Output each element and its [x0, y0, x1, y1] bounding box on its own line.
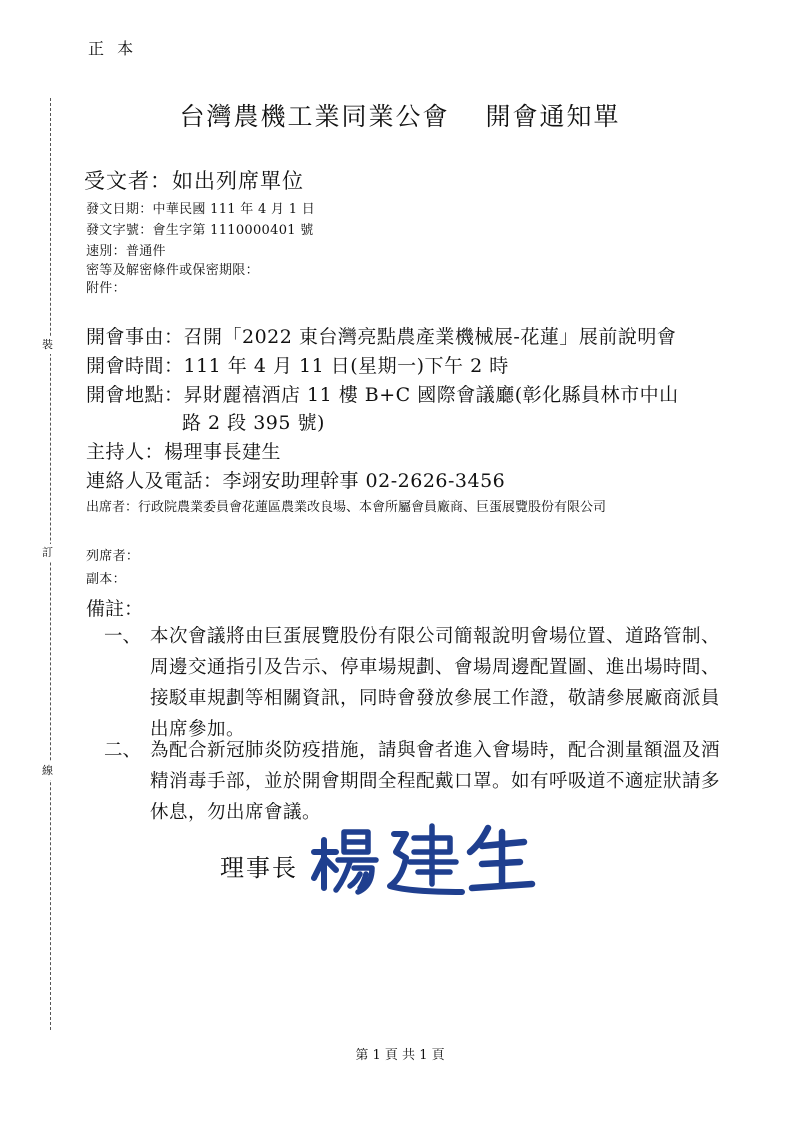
meeting-location-line1: 開會地點：昇財麗禧酒店 11 樓 B+C 國際會議廳(彰化縣員林市中山: [86, 384, 679, 406]
note-text: 本次會議將由巨蛋展覽股份有限公司簡報說明會場位置、道路管制、周邊交通指引及告示、停車場規劃、會場周邊配置圖、進出場時間、接駁車規劃等相關資訊，同時會發放參展工作證，敬請參展廠商派員出席參加。: [150, 626, 721, 740]
binding-label-zhuang: 裝: [42, 336, 53, 354]
note-number: 二、: [104, 740, 142, 761]
binding-label-ding: 訂: [42, 544, 53, 562]
contact-info: 連絡人及電話：李翊安助理幹事 02-2626-3456: [86, 470, 506, 492]
note-text: 為配合新冠肺炎防疫措施，請與會者進入會場時，配合測量額溫及酒精消毒手部，並於開會期間全程配戴口罩。如有呼吸道不適症狀請多休息，勿出席會議。: [150, 740, 721, 823]
note-item: [104, 735, 724, 828]
observers: 列席者：: [86, 549, 140, 564]
page-number: 第 1 頁 共 1 頁: [355, 1048, 445, 1063]
attachment: 附件：: [86, 281, 126, 296]
meeting-time: 開會時間：111 年 4 月 11 日(星期一)下午 2 時: [86, 355, 509, 377]
meeting-location-line2: 路 2 段 395 號): [182, 412, 325, 434]
delivery-speed: 速別：普通件: [86, 244, 166, 259]
meeting-subject: 開會事由：召開「2022 東台灣亮點農產業機械展-花蓮」展前說明會: [86, 326, 677, 348]
binding-label-xian: 線: [42, 762, 53, 780]
carbon-copy: 副本：: [86, 572, 126, 587]
signer-title: 理事長: [220, 854, 298, 882]
handwritten-signature: [310, 818, 540, 898]
binding-dashed-line: [50, 98, 51, 1030]
copy-type-label: 正 本: [88, 39, 138, 58]
document-title: [0, 97, 800, 133]
recipient: 受文者：如出列席單位: [84, 169, 304, 193]
attendees: [86, 497, 716, 519]
notes-heading: 備註：: [86, 598, 144, 620]
attendees-label: 出席者：: [86, 500, 139, 515]
meeting-host: 主持人：楊理事長建生: [86, 441, 282, 463]
secrecy-level: 密等及解密條件或保密期限：: [86, 263, 259, 278]
attendees-value: 行政院農業委員會花蓮區農業改良場、本會所屬會員廠商、巨蛋展覽股份有限公司: [138, 500, 607, 515]
reference-number: 發文字號：會生字第 1110000401 號: [86, 223, 314, 238]
note-number: 一、: [104, 626, 142, 647]
title-organization: 台灣農機工業同業公會: [179, 102, 450, 131]
note-item: [104, 621, 724, 745]
issue-date: 發文日期：中華民國 111 年 4 月 1 日: [86, 202, 316, 217]
title-document-type: 開會通知單: [485, 102, 621, 131]
